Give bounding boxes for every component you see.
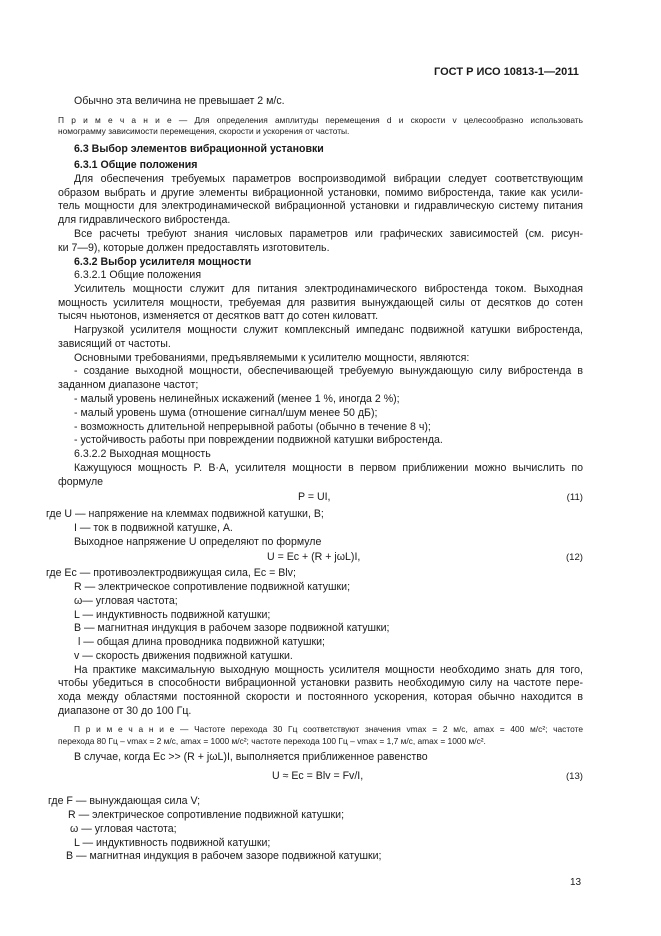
formula-13: U ≈ Eс = Blv = Fv/I,: [272, 770, 364, 782]
formula-number: (13): [565, 771, 583, 782]
where-line: R — электрическое сопротивление подвижной катушки;: [74, 581, 351, 593]
paragraph-line: На практике максимальную выходную мощность усилителя мощности необходимо знать для того,: [74, 664, 583, 676]
where-line: L — индуктивность подвижной катушки;: [74, 837, 271, 849]
formula-11: P = UI,: [298, 491, 331, 503]
formula-number: (11): [566, 492, 583, 503]
paragraph-line: чтобы убедиться в способности вибрационной установки развить необходимую силу на частоте пере-: [58, 677, 583, 689]
paragraph-line: Выходное напряжение U определяют по формуле: [74, 536, 322, 548]
paragraph-line: тель мощности для электродинамической вибрационной установки и гидравлическую систему питания: [58, 200, 583, 212]
paragraph-line: образом выбрать и другие элементы вибрационной установки, помимо вибростенда, такие как усили-: [58, 187, 583, 199]
paragraph-line: Для обеспечения требуемых параметров воспроизводимой вибрации следует соответствующим: [74, 173, 583, 185]
section-heading: 6.3 Выбор элементов вибрационной установки: [74, 143, 324, 155]
where-line: ω— угловая частота;: [74, 595, 178, 607]
paragraph-line: Обычно эта величина не превышает 2 м/с.: [74, 95, 285, 107]
note-line: перехода 80 Гц – vmax = 2 м/с, amax = 1000 м/с²; частоте перехода 100 Гц – vmax = 1,7 м/с, amax = 1000 м/с².: [58, 736, 486, 746]
document-code: ГОСТ Р ИСО 10813-1—2011: [434, 66, 579, 78]
paragraph-line: тысяч ньютонов, изменяется от десятков ватт до сотен киловатт.: [58, 310, 379, 322]
paragraph-line: Все расчеты требуют знания числовых параметров или графических зависимостей (см. рисун-: [74, 228, 583, 240]
where-line: B — магнитная индукция в рабочем зазоре подвижной катушки;: [74, 622, 390, 634]
list-item: - малый уровень нелинейных искажений (менее 1 %, иногда 2 %);: [74, 393, 400, 405]
subsection-heading: 6.3.2 Выбор усилителя мощности: [74, 256, 252, 268]
paragraph-line: ки 7—9), которые должен предоставлять изготовитель.: [58, 242, 330, 254]
paragraph-line: мощность усилителя мощности, требуемая для развития вынуждающей силы от десятков до сотен: [58, 297, 583, 309]
list-item: - малый уровень шума (отношение сигнал/шум менее 50 дБ);: [74, 407, 378, 419]
where-line: I — ток в подвижной катушке, А.: [74, 522, 233, 534]
subsection-heading: 6.3.2.1 Общие положения: [74, 269, 202, 281]
where-line: l — общая длина проводника подвижной катушки;: [78, 636, 325, 648]
paragraph-line: хода между областями постоянной скорости и постоянного ускорения, которая обычно находится в: [58, 691, 583, 703]
where-line: где F — вынуждающая сила V;: [48, 795, 201, 807]
formula-12: U = Eс + (R + jωL)I,: [267, 551, 361, 563]
where-line: где Eс — противоэлектродвижущая сила, Eс = Blv;: [46, 567, 296, 579]
subsection-heading: 6.3.2.2 Выходная мощность: [74, 448, 211, 460]
page-number: 13: [570, 877, 582, 888]
where-line: v — скорость движения подвижной катушки.: [74, 650, 293, 662]
note-line: П р и м е ч а н и е — Частоте перехода 30 Гц соответствуют значения vmax = 2 м/с, amax = 400 м/с²; частоте: [74, 724, 583, 734]
paragraph-line: В случае, когда Eс >> (R + jωL)I, выполняется приближенное равенство: [74, 751, 428, 763]
paragraph-line: диапазоне от 30 до 100 Гц.: [58, 705, 192, 717]
formula-number: (12): [565, 552, 583, 563]
paragraph-line: Кажущуюся мощность P. В·А, усилителя мощности в первом приближении можно вычислить по: [74, 462, 583, 474]
list-item: - устойчивость работы при повреждении подвижной катушки вибростенда.: [74, 434, 443, 446]
subsection-heading: 6.3.1 Общие положения: [74, 159, 198, 171]
where-line: где U — напряжение на клеммах подвижной катушки, В;: [46, 508, 324, 520]
paragraph-line: формуле: [58, 476, 104, 488]
list-item: - создание выходной мощности, обеспечивающей требуемую вынуждающую силу вибростенда в: [74, 365, 583, 377]
where-line: B — магнитная индукция в рабочем зазоре подвижной катушки;: [66, 850, 382, 862]
where-line: R — электрическое сопротивление подвижной катушки;: [68, 809, 345, 821]
list-item: заданном диапазоне частот;: [58, 379, 199, 391]
paragraph-line: для гидравлического вибростенда.: [58, 214, 231, 226]
note-line: номограмму зависимости перемещения, скорости и ускорения от частоты.: [58, 126, 350, 136]
note-line: П р и м е ч а н и е — Для определения амплитуды перемещения d и скорости v целесообразно использовать: [58, 115, 583, 125]
paragraph-line: Основными требованиями, предъявляемыми к усилителю мощности, являются:: [74, 352, 470, 364]
where-line: L — индуктивность подвижной катушки;: [74, 609, 271, 621]
paragraph-line: Нагрузкой усилителя мощности служит комплексный импеданс подвижной катушки вибростенда,: [74, 324, 583, 336]
paragraph-line: Усилитель мощности служит для питания электродинамического вибростенда током. Выходная: [74, 283, 583, 295]
list-item: - возможность длительной непрерывной работы (обычно в течение 8 ч);: [74, 421, 431, 433]
paragraph-line: зависящий от частоты.: [58, 338, 171, 350]
where-line: ω — угловая частота;: [70, 823, 177, 835]
